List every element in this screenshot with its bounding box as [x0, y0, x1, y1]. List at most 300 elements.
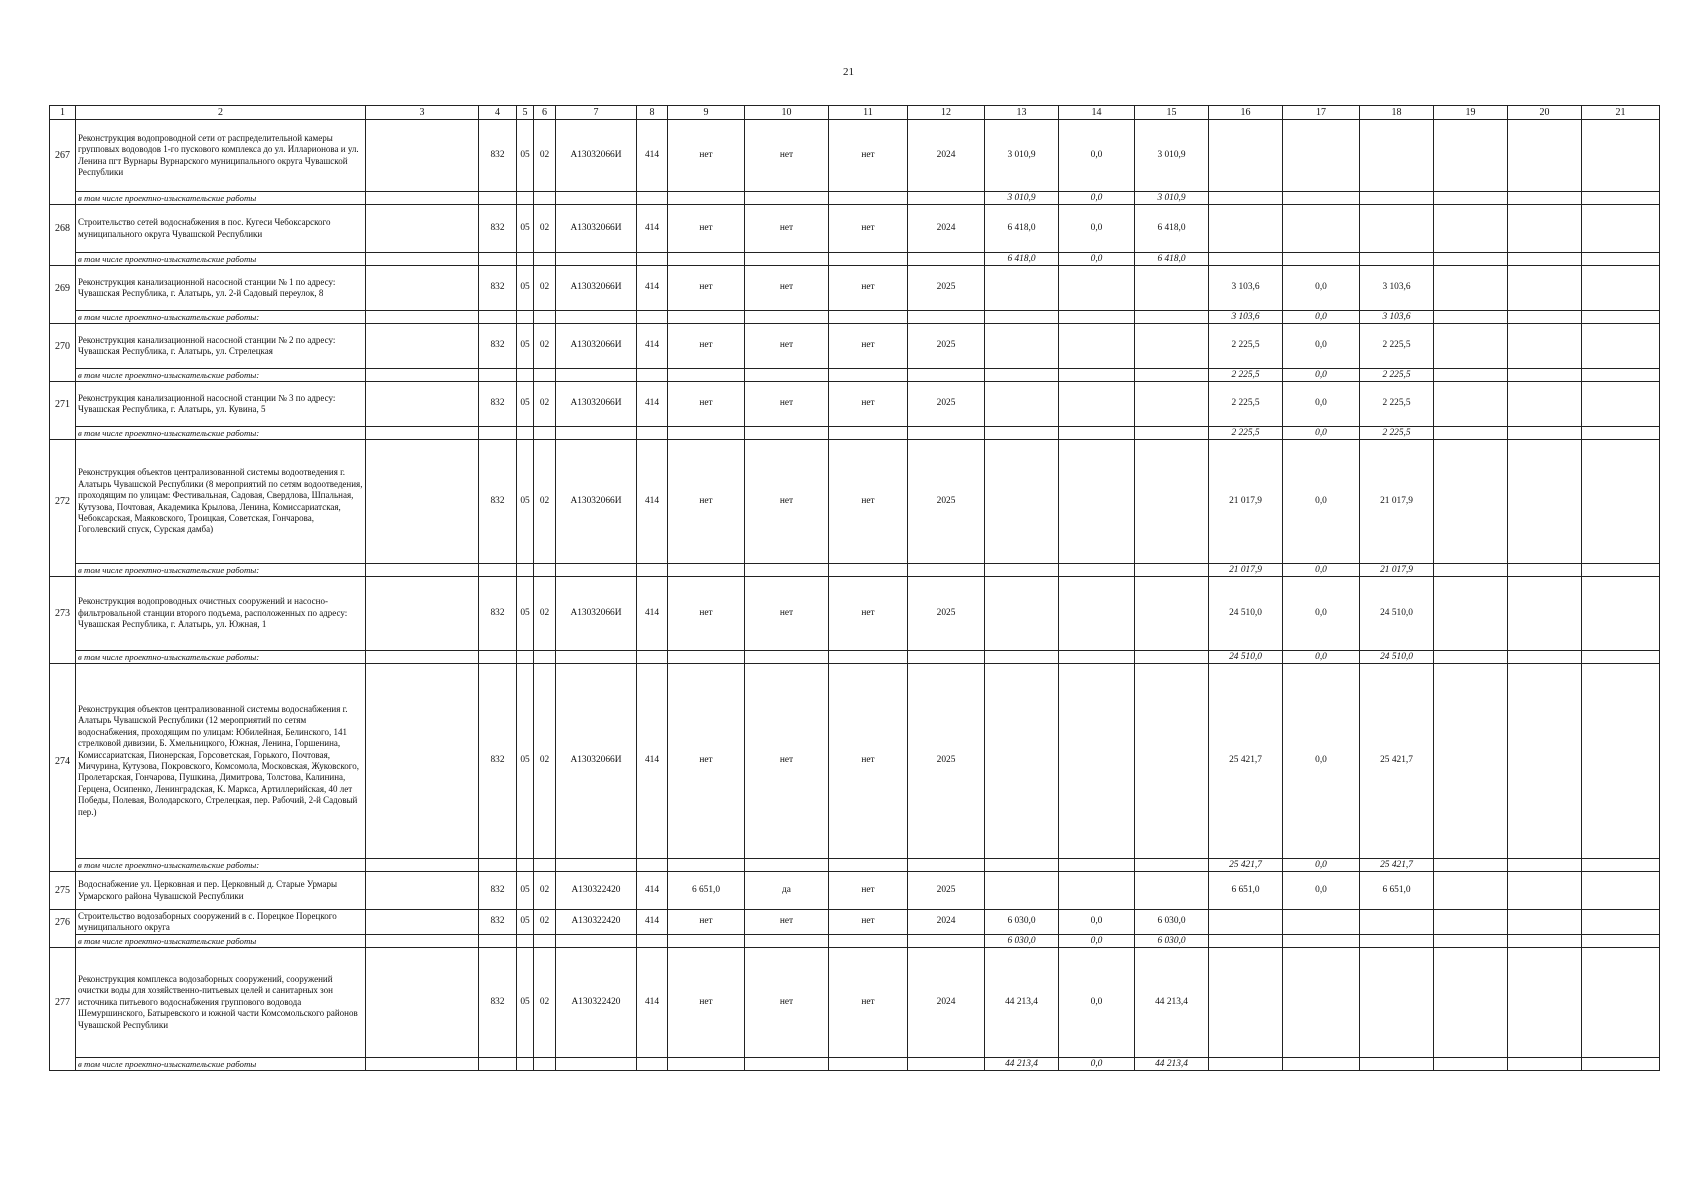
value-cell [985, 369, 1059, 382]
value-cell [366, 935, 479, 948]
value-cell [1582, 382, 1660, 427]
value-cell [829, 859, 908, 872]
value-cell: нет [745, 266, 829, 311]
column-header: 7 [556, 106, 637, 120]
value-cell: нет [745, 577, 829, 651]
value-cell [637, 427, 668, 440]
row-number-cell [50, 369, 76, 382]
value-cell [1283, 253, 1360, 266]
value-cell [1508, 935, 1582, 948]
value-cell: нет [829, 664, 908, 859]
value-cell: 2 225,5 [1360, 324, 1434, 369]
table-row [50, 577, 1660, 651]
value-cell [1582, 311, 1660, 324]
value-cell [637, 651, 668, 664]
value-cell: 2025 [908, 664, 985, 859]
value-cell [1582, 872, 1660, 910]
value-cell [366, 311, 479, 324]
value-cell [556, 935, 637, 948]
value-cell [829, 427, 908, 440]
value-cell [1582, 253, 1660, 266]
row-number-cell [50, 859, 76, 872]
value-cell: 6 651,0 [668, 872, 745, 910]
value-cell: 05 [517, 324, 534, 369]
value-cell [985, 427, 1059, 440]
value-cell: 0,0 [1283, 872, 1360, 910]
value-cell [1283, 935, 1360, 948]
value-cell [1059, 369, 1135, 382]
value-cell: 414 [637, 910, 668, 935]
value-cell [366, 872, 479, 910]
value-cell: 832 [479, 266, 517, 311]
table-row [50, 948, 1660, 1058]
value-cell [1283, 1058, 1360, 1071]
value-cell [1135, 369, 1209, 382]
value-cell: нет [745, 948, 829, 1058]
column-header: 2 [76, 106, 366, 120]
value-cell [1135, 872, 1209, 910]
value-cell: нет [829, 872, 908, 910]
value-cell [534, 192, 556, 205]
value-cell: 3 010,9 [1135, 192, 1209, 205]
value-cell: 24 510,0 [1360, 577, 1434, 651]
value-cell [1582, 651, 1660, 664]
value-cell [556, 192, 637, 205]
value-cell: 02 [534, 382, 556, 427]
value-cell: 6 030,0 [1135, 910, 1209, 935]
value-cell [1283, 948, 1360, 1058]
value-cell: 0,0 [1283, 369, 1360, 382]
value-cell [1434, 266, 1508, 311]
value-cell: 2 225,5 [1209, 369, 1283, 382]
value-cell [556, 311, 637, 324]
value-cell [985, 577, 1059, 651]
subtotal-row [50, 651, 1660, 664]
value-cell [1283, 205, 1360, 253]
value-cell [829, 253, 908, 266]
row-number-cell [50, 427, 76, 440]
value-cell [1434, 324, 1508, 369]
value-cell [1135, 859, 1209, 872]
value-cell [1508, 369, 1582, 382]
value-cell: 414 [637, 266, 668, 311]
row-number-cell: 270 [50, 324, 76, 369]
value-cell: 832 [479, 664, 517, 859]
value-cell [1059, 311, 1135, 324]
value-cell [1135, 577, 1209, 651]
value-cell [1582, 948, 1660, 1058]
value-cell: 414 [637, 948, 668, 1058]
value-cell: 2025 [908, 872, 985, 910]
value-cell: 25 421,7 [1209, 859, 1283, 872]
value-cell [1582, 564, 1660, 577]
value-cell [1434, 311, 1508, 324]
value-cell: 05 [517, 382, 534, 427]
value-cell [479, 427, 517, 440]
value-cell: нет [745, 120, 829, 192]
value-cell [985, 872, 1059, 910]
value-cell: А130322420 [556, 948, 637, 1058]
value-cell [1434, 120, 1508, 192]
row-number-cell: 272 [50, 440, 76, 564]
value-cell [1434, 205, 1508, 253]
value-cell [479, 1058, 517, 1071]
value-cell [1434, 651, 1508, 664]
value-cell [556, 564, 637, 577]
value-cell: А13032066И [556, 440, 637, 564]
value-cell [1283, 910, 1360, 935]
value-cell [1059, 872, 1135, 910]
value-cell: нет [668, 577, 745, 651]
row-number-cell: 276 [50, 910, 76, 935]
value-cell [1582, 859, 1660, 872]
value-cell [668, 859, 745, 872]
value-cell: нет [829, 440, 908, 564]
value-cell [668, 651, 745, 664]
value-cell: нет [829, 205, 908, 253]
value-cell [517, 651, 534, 664]
value-cell [637, 564, 668, 577]
value-cell: нет [829, 120, 908, 192]
value-cell: А13032066И [556, 664, 637, 859]
value-cell: 0,0 [1283, 859, 1360, 872]
value-cell [745, 427, 829, 440]
value-cell [668, 935, 745, 948]
value-cell: нет [668, 382, 745, 427]
value-cell [479, 651, 517, 664]
value-cell [517, 564, 534, 577]
value-cell [517, 311, 534, 324]
value-cell: 0,0 [1283, 324, 1360, 369]
value-cell [1135, 440, 1209, 564]
row-number-cell: 277 [50, 948, 76, 1058]
object-name-cell: в том числе проектно-изыскательские работы: [76, 564, 366, 577]
value-cell: 2 225,5 [1209, 427, 1283, 440]
value-cell: А13032066И [556, 324, 637, 369]
value-cell [1434, 872, 1508, 910]
value-cell: 6 418,0 [1135, 205, 1209, 253]
value-cell [1582, 205, 1660, 253]
row-number-cell: 267 [50, 120, 76, 192]
value-cell: нет [829, 266, 908, 311]
row-number-cell: 268 [50, 205, 76, 253]
budget-table [49, 105, 1660, 1071]
value-cell [366, 266, 479, 311]
value-cell [366, 948, 479, 1058]
column-header: 21 [1582, 106, 1660, 120]
value-cell [985, 651, 1059, 664]
value-cell: 24 510,0 [1360, 651, 1434, 664]
value-cell [556, 369, 637, 382]
value-cell [1360, 948, 1434, 1058]
value-cell [1582, 324, 1660, 369]
value-cell [1508, 872, 1582, 910]
value-cell [1582, 910, 1660, 935]
value-cell [908, 564, 985, 577]
value-cell: нет [745, 324, 829, 369]
value-cell [534, 651, 556, 664]
value-cell [1135, 564, 1209, 577]
value-cell: 44 213,4 [1135, 1058, 1209, 1071]
value-cell: 6 651,0 [1209, 872, 1283, 910]
table-row [50, 440, 1660, 564]
value-cell [517, 427, 534, 440]
value-cell: 2025 [908, 266, 985, 311]
value-cell [985, 266, 1059, 311]
value-cell [908, 859, 985, 872]
value-cell [1434, 664, 1508, 859]
value-cell [1283, 120, 1360, 192]
value-cell: 05 [517, 440, 534, 564]
table-row [50, 266, 1660, 311]
value-cell [745, 1058, 829, 1071]
value-cell: нет [668, 120, 745, 192]
value-cell: 05 [517, 664, 534, 859]
value-cell: нет [829, 948, 908, 1058]
value-cell: 0,0 [1059, 1058, 1135, 1071]
value-cell [1582, 369, 1660, 382]
value-cell: 414 [637, 577, 668, 651]
value-cell [517, 369, 534, 382]
value-cell [556, 427, 637, 440]
value-cell: 05 [517, 120, 534, 192]
column-header: 3 [366, 106, 479, 120]
value-cell [745, 369, 829, 382]
value-cell: 0,0 [1059, 192, 1135, 205]
value-cell: 21 017,9 [1360, 440, 1434, 564]
value-cell [1434, 910, 1508, 935]
value-cell: 25 421,7 [1360, 859, 1434, 872]
value-cell: 2025 [908, 324, 985, 369]
value-cell [637, 311, 668, 324]
value-cell [985, 324, 1059, 369]
value-cell [534, 253, 556, 266]
value-cell: А13032066И [556, 205, 637, 253]
object-name-cell: в том числе проектно-изыскательские работы [76, 253, 366, 266]
value-cell [745, 253, 829, 266]
value-cell [479, 935, 517, 948]
object-name-cell: в том числе проектно-изыскательские работы [76, 935, 366, 948]
value-cell: 44 213,4 [1135, 948, 1209, 1058]
subtotal-row [50, 859, 1660, 872]
value-cell [534, 427, 556, 440]
row-number-cell [50, 651, 76, 664]
value-cell [1209, 948, 1283, 1058]
value-cell [908, 311, 985, 324]
value-cell: нет [668, 664, 745, 859]
value-cell [479, 192, 517, 205]
value-cell [985, 664, 1059, 859]
value-cell: 02 [534, 948, 556, 1058]
value-cell [1508, 192, 1582, 205]
value-cell [829, 935, 908, 948]
value-cell [556, 1058, 637, 1071]
value-cell [366, 440, 479, 564]
value-cell: 2 225,5 [1209, 382, 1283, 427]
value-cell [366, 369, 479, 382]
value-cell: 0,0 [1283, 311, 1360, 324]
value-cell [534, 935, 556, 948]
column-header: 9 [668, 106, 745, 120]
value-cell: 2 225,5 [1360, 382, 1434, 427]
object-name-cell: Реконструкция комплекса водозаборных сооружений, сооружений очистки воды для хозяйственно-питьевых целей и санитарных зон источника питьевого водоснабжения группового водовода Шемуршинского, Батыревского и южной части Комсомольского районов Чувашской Республики [76, 948, 366, 1058]
value-cell [366, 382, 479, 427]
value-cell [985, 311, 1059, 324]
object-name-cell: Реконструкция водопроводных очистных сооружений и насосно-фильтровальной станции второго подъема, расположенных по адресу: Чувашская Республика, г. Алатырь, ул. Южная, 1 [76, 577, 366, 651]
value-cell [1508, 382, 1582, 427]
column-header: 19 [1434, 106, 1508, 120]
column-header: 13 [985, 106, 1059, 120]
value-cell [1508, 948, 1582, 1058]
value-cell: 414 [637, 382, 668, 427]
value-cell [1508, 324, 1582, 369]
value-cell: 6 030,0 [985, 935, 1059, 948]
column-header: 8 [637, 106, 668, 120]
value-cell: нет [829, 324, 908, 369]
value-cell [1059, 427, 1135, 440]
value-cell [1360, 120, 1434, 192]
object-name-cell: Строительство водозаборных сооружений в с. Порецкое Порецкого муниципального округа [76, 910, 366, 935]
subtotal-row [50, 192, 1660, 205]
table-row [50, 382, 1660, 427]
value-cell [1059, 859, 1135, 872]
value-cell: 2024 [908, 120, 985, 192]
value-cell: 6 418,0 [1135, 253, 1209, 266]
value-cell: 25 421,7 [1209, 664, 1283, 859]
value-cell: А130322420 [556, 872, 637, 910]
object-name-cell: в том числе проектно-изыскательские работы: [76, 369, 366, 382]
value-cell: нет [668, 440, 745, 564]
value-cell [1582, 427, 1660, 440]
value-cell [556, 253, 637, 266]
value-cell [745, 311, 829, 324]
value-cell: 414 [637, 205, 668, 253]
value-cell: 6 030,0 [985, 910, 1059, 935]
value-cell [1360, 205, 1434, 253]
value-cell [908, 427, 985, 440]
value-cell [637, 192, 668, 205]
value-cell: 0,0 [1283, 651, 1360, 664]
value-cell [366, 910, 479, 935]
value-cell: А13032066И [556, 577, 637, 651]
value-cell: 02 [534, 577, 556, 651]
value-cell [366, 664, 479, 859]
value-cell [829, 369, 908, 382]
value-cell [1135, 311, 1209, 324]
value-cell [1582, 664, 1660, 859]
value-cell: 832 [479, 205, 517, 253]
value-cell: 3 010,9 [1135, 120, 1209, 192]
value-cell [745, 935, 829, 948]
table-row [50, 120, 1660, 192]
value-cell: 3 010,9 [985, 120, 1059, 192]
value-cell [908, 1058, 985, 1071]
value-cell: 0,0 [1059, 948, 1135, 1058]
value-cell: 6 418,0 [985, 253, 1059, 266]
value-cell: 24 510,0 [1209, 651, 1283, 664]
value-cell [517, 253, 534, 266]
value-cell [1059, 382, 1135, 427]
value-cell: 832 [479, 872, 517, 910]
value-cell [668, 427, 745, 440]
value-cell [366, 859, 479, 872]
object-name-cell: в том числе проектно-изыскательские работы: [76, 651, 366, 664]
value-cell: 832 [479, 577, 517, 651]
value-cell [534, 311, 556, 324]
value-cell: 3 103,6 [1209, 311, 1283, 324]
value-cell: 2024 [908, 205, 985, 253]
value-cell: 414 [637, 120, 668, 192]
object-name-cell: в том числе проектно-изыскательские работы: [76, 427, 366, 440]
column-header: 16 [1209, 106, 1283, 120]
row-number-cell: 271 [50, 382, 76, 427]
value-cell [1434, 564, 1508, 577]
value-cell [534, 859, 556, 872]
value-cell [1059, 664, 1135, 859]
value-cell: 2024 [908, 910, 985, 935]
value-cell: нет [668, 910, 745, 935]
value-cell [517, 859, 534, 872]
value-cell [829, 311, 908, 324]
value-cell: 832 [479, 910, 517, 935]
value-cell: 02 [534, 324, 556, 369]
value-cell: 3 103,6 [1209, 266, 1283, 311]
column-header: 4 [479, 106, 517, 120]
value-cell [1508, 910, 1582, 935]
value-cell [668, 1058, 745, 1071]
value-cell: 05 [517, 205, 534, 253]
value-cell: 21 017,9 [1360, 564, 1434, 577]
value-cell [1135, 651, 1209, 664]
value-cell [668, 369, 745, 382]
value-cell [908, 935, 985, 948]
value-cell [1508, 859, 1582, 872]
value-cell [1135, 427, 1209, 440]
value-cell: 3 010,9 [985, 192, 1059, 205]
value-cell [1582, 1058, 1660, 1071]
object-name-cell: Реконструкция канализационной насосной станции № 3 по адресу: Чувашская Республика, г. Алатырь, ул. Кувина, 5 [76, 382, 366, 427]
value-cell: 414 [637, 324, 668, 369]
value-cell: нет [668, 205, 745, 253]
value-cell [637, 369, 668, 382]
value-cell [745, 651, 829, 664]
value-cell: 3 103,6 [1360, 266, 1434, 311]
object-name-cell: Водоснабжение ул. Церковная и пер. Церковный д. Старые Урмары Урмарского района Чувашской Республики [76, 872, 366, 910]
value-cell [1508, 1058, 1582, 1071]
value-cell [1508, 564, 1582, 577]
value-cell: нет [745, 205, 829, 253]
value-cell [1508, 205, 1582, 253]
subtotal-row [50, 369, 1660, 382]
value-cell [366, 577, 479, 651]
value-cell: 2025 [908, 577, 985, 651]
value-cell [1209, 205, 1283, 253]
value-cell [479, 859, 517, 872]
subtotal-row [50, 1058, 1660, 1071]
value-cell [908, 253, 985, 266]
object-name-cell: Реконструкция объектов централизованной системы водоснабжения г. Алатырь Чувашской Республики (12 мероприятий по сетям водоснабжения, проходящим по улицам: Юбилейная, Белинского, 141 стрелковой дивизии, Б. Хмельницкого, Южная, Ленина, Горшенина, Комиссариатская, Пионерская, Горсоветская, Горького, Почтовая, Мичурина, Кутузова, Покровского, Комсомола, Московская, Жуковского, Пролетарская, Гончарова, Пушкина, Димитрова, Толстова, Калинина, Герцена, Осипенко, Ленинградская, К. Маркса, Артиллерийская, 40 лет Победы, Полевая, Володарского, Стрелецкая, пер. Рабочий, 2-й Садовый пер.) [76, 664, 366, 859]
value-cell [745, 192, 829, 205]
value-cell: 0,0 [1283, 564, 1360, 577]
value-cell [985, 440, 1059, 564]
value-cell [1508, 577, 1582, 651]
value-cell [1059, 440, 1135, 564]
value-cell: 0,0 [1283, 440, 1360, 564]
value-cell [1434, 859, 1508, 872]
value-cell: 02 [534, 440, 556, 564]
value-cell [668, 253, 745, 266]
value-cell [534, 369, 556, 382]
